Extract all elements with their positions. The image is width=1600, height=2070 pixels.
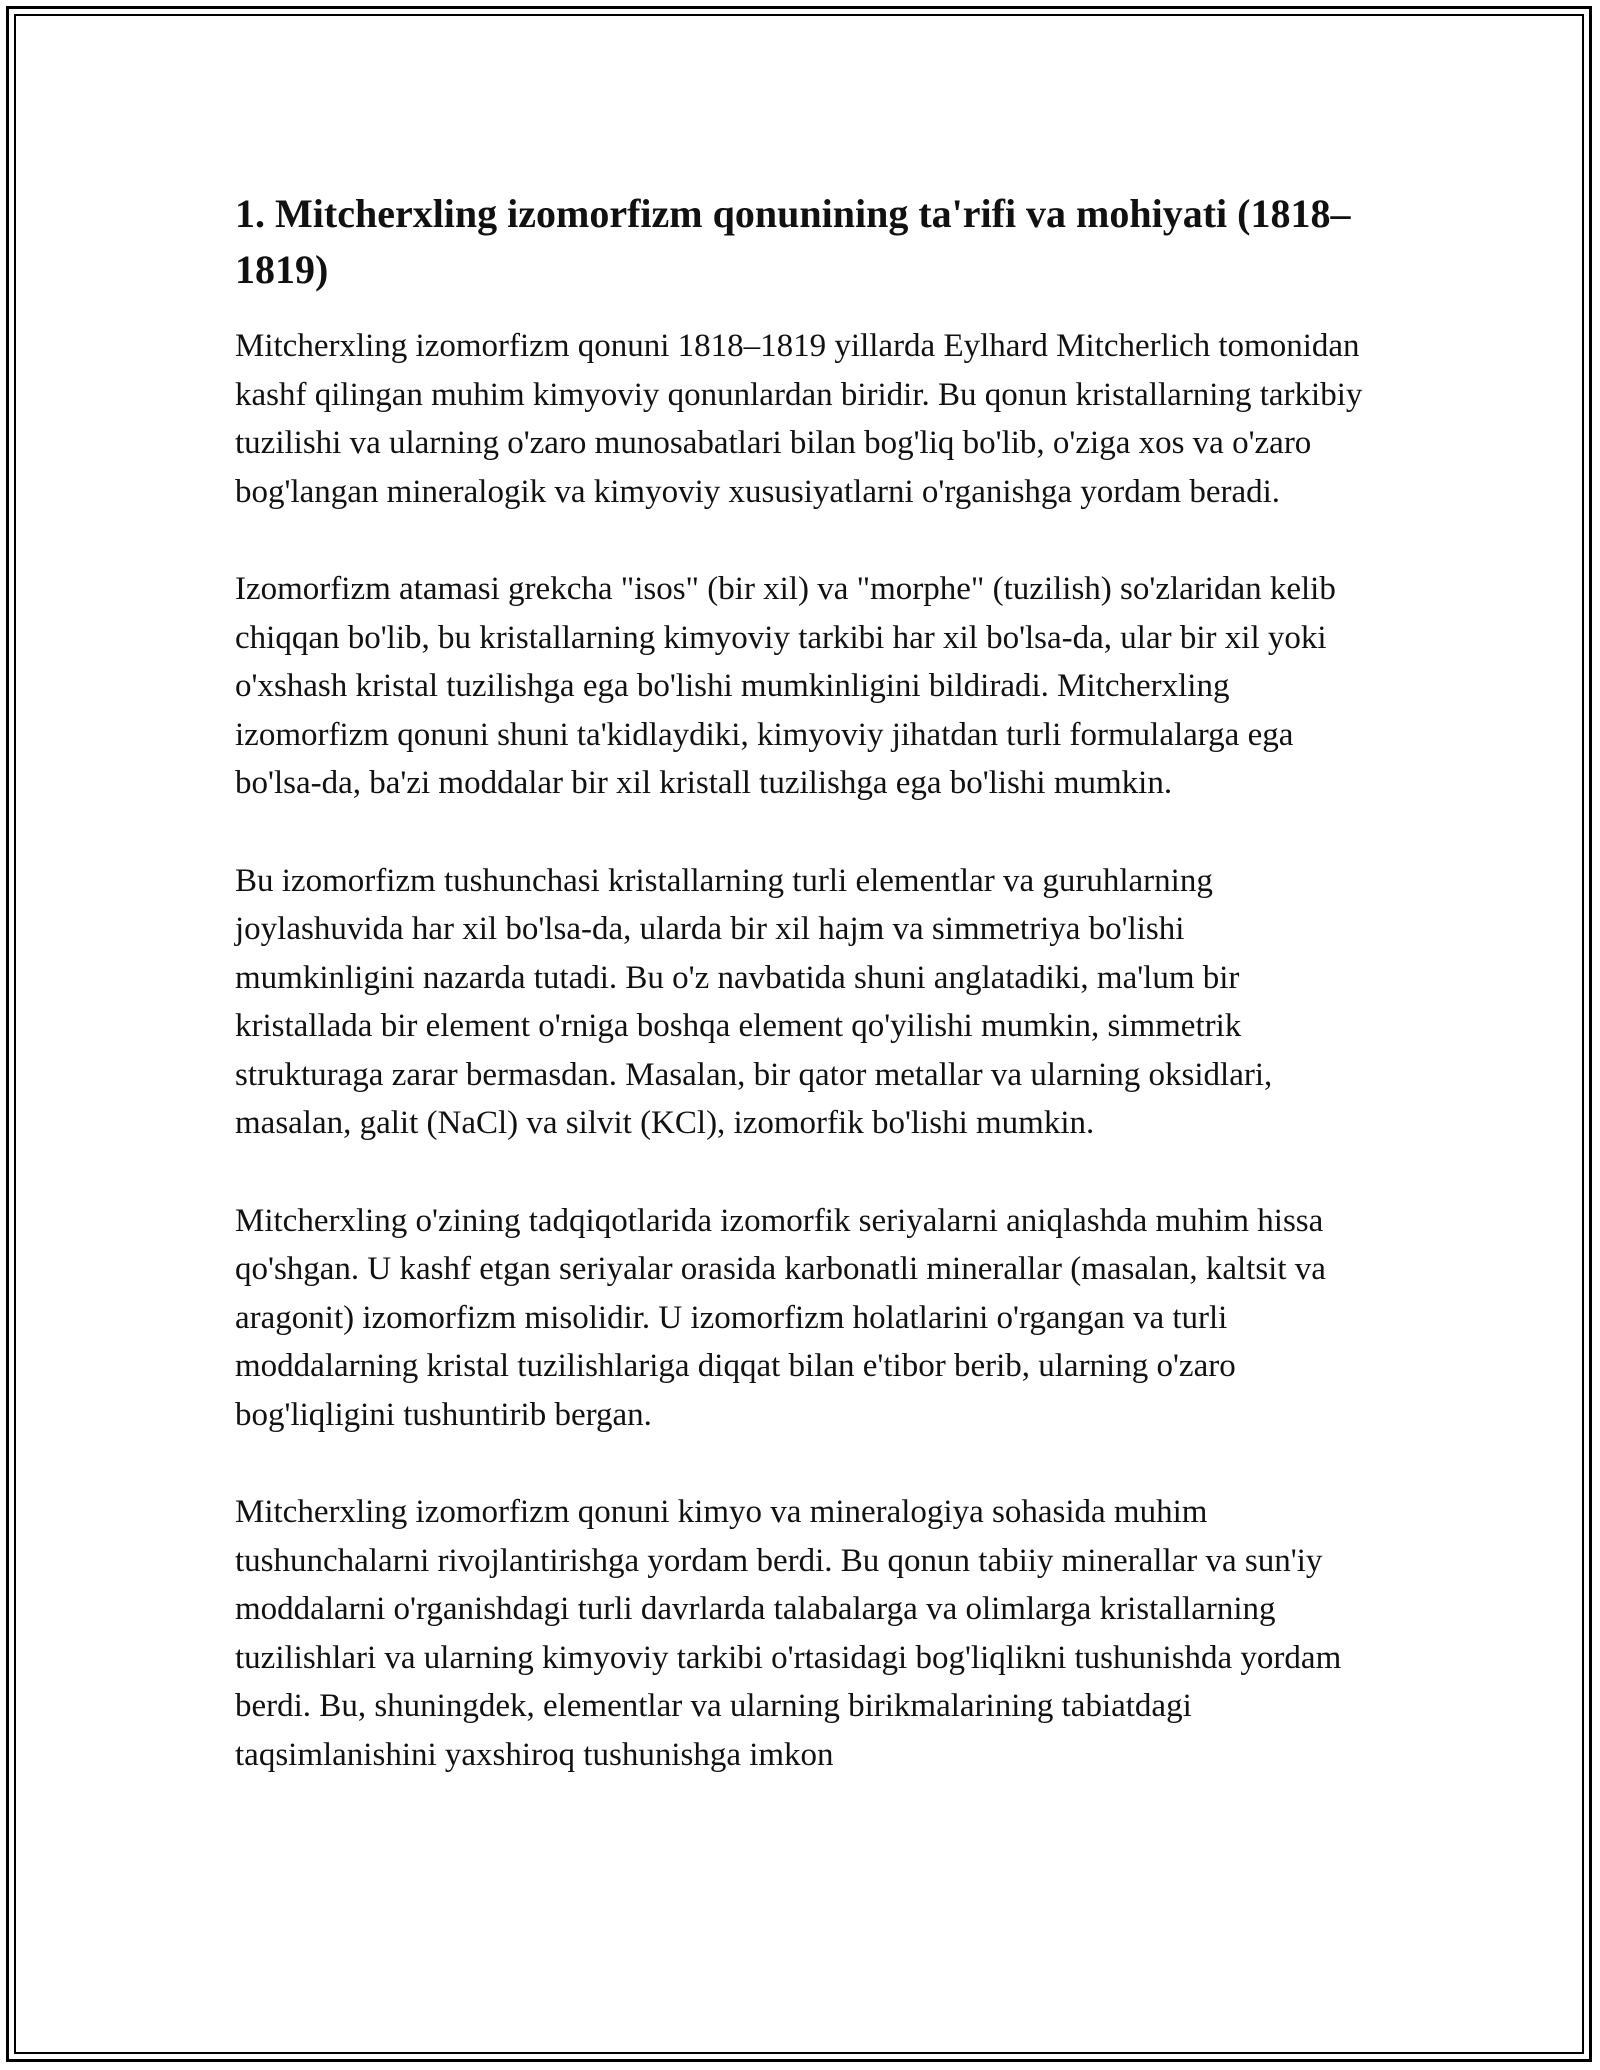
paragraph-4: Mitcherxling o'zining tadqiqotlarida izomorfik seriyalarni aniqlashda muhim hissa qo'shgan. U kashf etgan seriyalar orasida karbonatli minerallar (masalan, kaltsit va aragonit) izomorfizm misolidir. U izomorfizm holatlarini o'rgangan va turli moddalarning kristal tuzilishlariga diqqat bilan e'tibor berib, ularning o'zaro bog'liqligini tushuntirib bergan. [235, 1202, 1326, 1433]
document-body [235, 186, 1365, 1828]
paragraph-2: Izomorfizm atamasi grekcha "isos" (bir xil) va "morphe" (tuzilish) so'zlaridan kelib chiqqan bo'lib, bu kristallarning kimyoviy tarkibi har xil bo'lsa-da, ular bir xil yoki o'xshash kristal tuzilishga ega bo'lishi mumkinligini bildiradi. Mitcherxling izomorfizm qonuni shuni ta'kidlaydiki, kimyoviy jihatdan turli formulalarga ega bo'lsa-da, ba'zi moddalar bir xil kristall tuzilishga ega bo'lishi mumkin. [235, 571, 1336, 801]
paragraph-5: Mitcherxling izomorfizm qonuni kimyo va mineralogiya sohasida muhim tushunchalarni rivojlantirishga yordam berdi. Bu qonun tabiiy minerallar va sun'iy moddalarni o'rganishdagi turli davrlarda talabalarga va olimlarga kristallarning tuzilishlari va ularning kimyoviy tarkibi o'rtasidagi bog'liqlikni tushunishda yordam berdi. Bu, shuningdek, elementlar va ularning birikmalarining tabiatdagi taqsimlanishini yaxshiroq tushunishga imkon [235, 1494, 1342, 1773]
paragraph-3: Bu izomorfizm tushunchasi kristallarning turli elementlar va guruhlarning joylashuvida har xil bo'lsa-da, ularda bir xil hajm va simmetriya bo'lishi mumkinligini nazarda tutadi. Bu o'z navbatida shuni anglatadiki, ma'lum bir kristallada bir element o'rniga boshqa element qo'yilishi mumkin, simmetrik strukturaga zarar bermasdan. Masalan, bir qator metallar va ularning oksidlari, masalan, galit (NaCl) va silvit (KCl), izomorfik bo'lishi mumkin. [235, 862, 1273, 1141]
paragraph-1: Mitcherxling izomorfizm qonuni 1818–1819 yillarda Eylhard Mitcherlich tomonidan kashf qilingan muhim kimyoviy qonunlardan biridir. Bu qonun kristallarning tarkibiy tuzilishi va ularning o'zaro munosabatlari bilan bog'liq bo'lib, o'ziga xos va o'zaro bog'langan mineralogik va kimyoviy xususiyatlarni o'rganishga yordam beradi. [235, 328, 1363, 510]
section-heading: 1. Mitcherxling izomorfizm qonunining ta'rifi va mohiyati (1818–1819) [235, 191, 1351, 292]
